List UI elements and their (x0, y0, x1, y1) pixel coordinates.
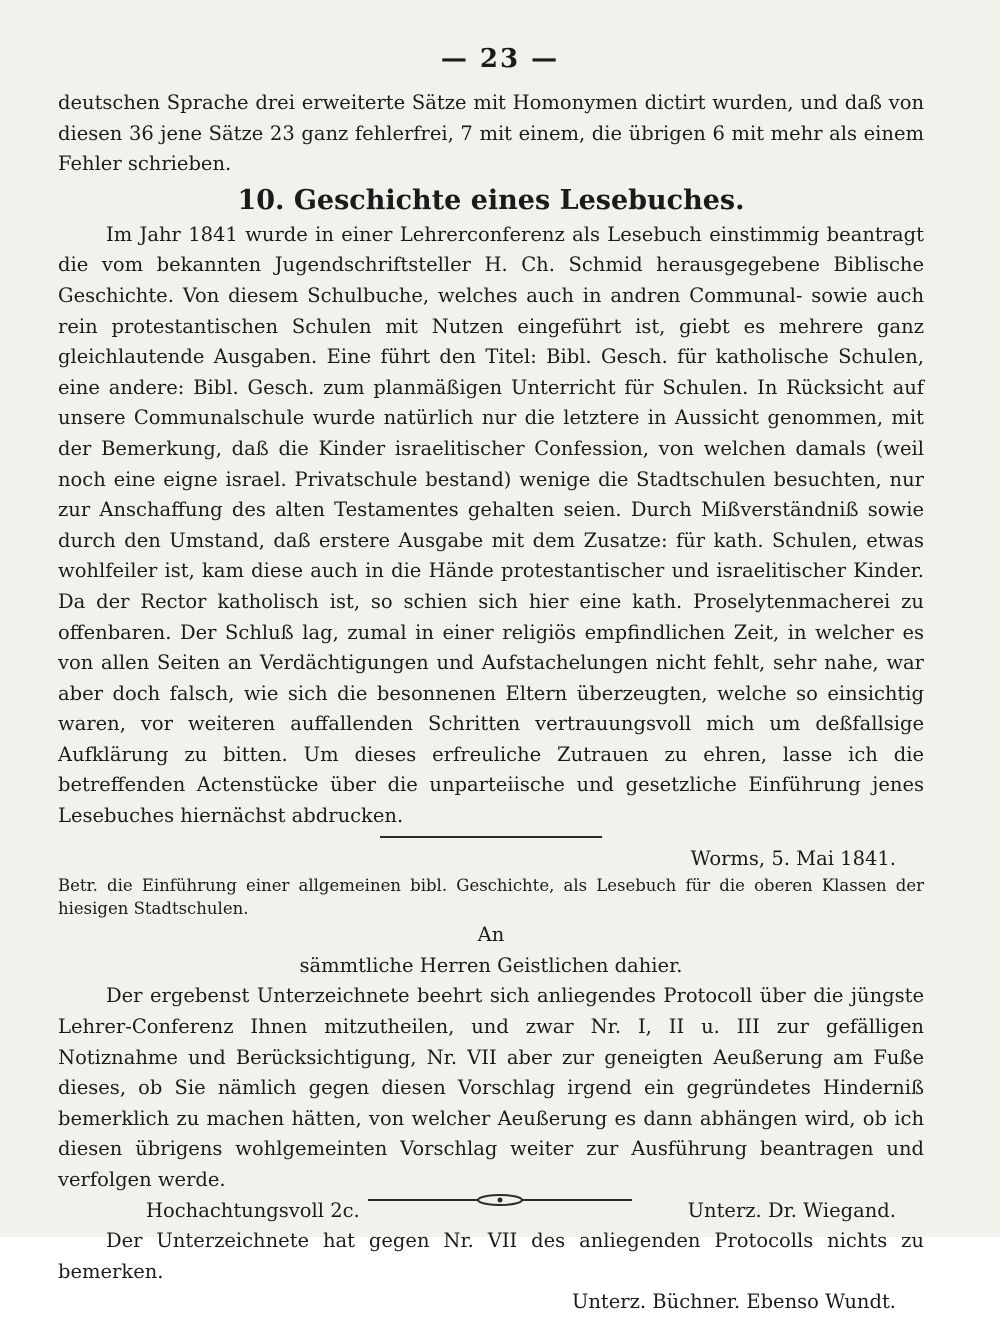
reply-signatures: Unterz. Büchner. Ebenso Wundt. (571, 1290, 896, 1314)
reply-paragraph: Der Unterzeichnete hat gegen Nr. VII des anliegenden Protocolls nichts zu bemerken. (58, 1229, 924, 1283)
letter-paragraph: Der ergebenst Unterzeichnete beehrt sich anliegendes Protocoll über die jüngste Lehrer-Conferenz Ihnen mitzutheilen, und zwar Nr. I, II u. III zur gefälligen Notiznahme und Berücksichtigung, Nr. VII aber zur geneigten Aeußerung am Fuße dieses, ob Sie nämlich gegen diesen Vorschlag irgend ein gegründetes Hinderniß bemerklich zu machen hätten, von welcher Aeußerung es dann abhängen wird, ob ich diesen übrigens wohlgemeinten Vorschlag weiter zur Ausführung beantragen und verfolgen werde. (58, 984, 924, 1191)
page-number: — 23 — (440, 44, 560, 74)
closing-line: Hochachtungsvoll 2c. (146, 1198, 360, 1222)
addressee-line: sämmtliche Herren Geistlichen dahier. (299, 953, 683, 977)
intro-paragraph: deutschen Sprache drei erweiterte Sätze mit Homonymen dictirt wurden, und daß von diesen 36 jene Sätze 23 ganz fehlerfrei, 7 mit einem, die übrigen 6 mit mehr als einem Fehler schrieben. (58, 91, 924, 176)
betr-line: Betr. die Einführung einer allgemeinen bibl. Geschichte, als Lesebuch für die oberen Klassen der hiesigen Stadtschulen. (58, 876, 924, 919)
page-content (58, 88, 924, 1318)
an-label: An (477, 923, 505, 947)
main-paragraph: Im Jahr 1841 wurde in einer Lehrerconferenz als Lesebuch einstimmig beantragt die vom bekannten Jugendschriftsteller H. Ch. Schmid herausgegebene Biblische Geschichte. Von diesem Schulbuche, welches auch in andren Communal- sowie auch rein protestantischen Schulen mit Nutzen eingeführt ist, giebt es mehrere ganz gleichlautende Ausgaben. Eine führt den Titel: Bibl. Gesch. für katholische Schulen, eine andere: Bibl. Gesch. zum planmäßigen Unterricht für Schulen. In Rücksicht auf unsere Communalschule wurde natürlich nur die letztere in Aussicht genommen, mit der Bemerkung, daß die Kinder israelitischer Confession, von welchen damals (weil noch eine eigne israel. Privatschule bestand) wenige die Stadtschulen besuchten, nur zur Anschaffung des alten Testamentes gehalten seien. Durch Mißverständniß sowie durch den Umstand, daß erstere Ausgabe mit dem Zusatze: für kath. Schulen, etwas wohlfeiler ist, kam diese auch in die Hände protestantischer und israelitischer Kinder. Da der Rector katholisch ist, so schien sich hier eine kath. Proselytenmacherei zu offenbaren. Der Schluß lag, zumal in einer religiös empfindlichen Zeit, in welcher es von allen Seiten an Verdächtigungen und Aufstachelungen nicht fehlt, sehr nahe, war aber doch falsch, wie sich die besonnenen Eltern überzeugten, welche so einsichtig waren, vor weiteren auffallenden Schritten vertrauungsvoll mich um deßfallsige Aufklärung zu bitten. Um dieses erfreuliche Zutrauen zu ehren, lasse ich die betreffenden Actenstücke über die unparteiische und gesetzliche Einführung jenes Lesebuches hiernächst abdrucken. (58, 222, 924, 828)
dateline: Worms, 5. Mai 1841. (690, 846, 896, 870)
divider-rule (380, 836, 602, 838)
ornament-divider (368, 1192, 632, 1208)
section-heading: 10. Geschichte eines Lesebuches. (237, 184, 745, 216)
signature-line: Unterz. Dr. Wiegand. (687, 1198, 896, 1222)
